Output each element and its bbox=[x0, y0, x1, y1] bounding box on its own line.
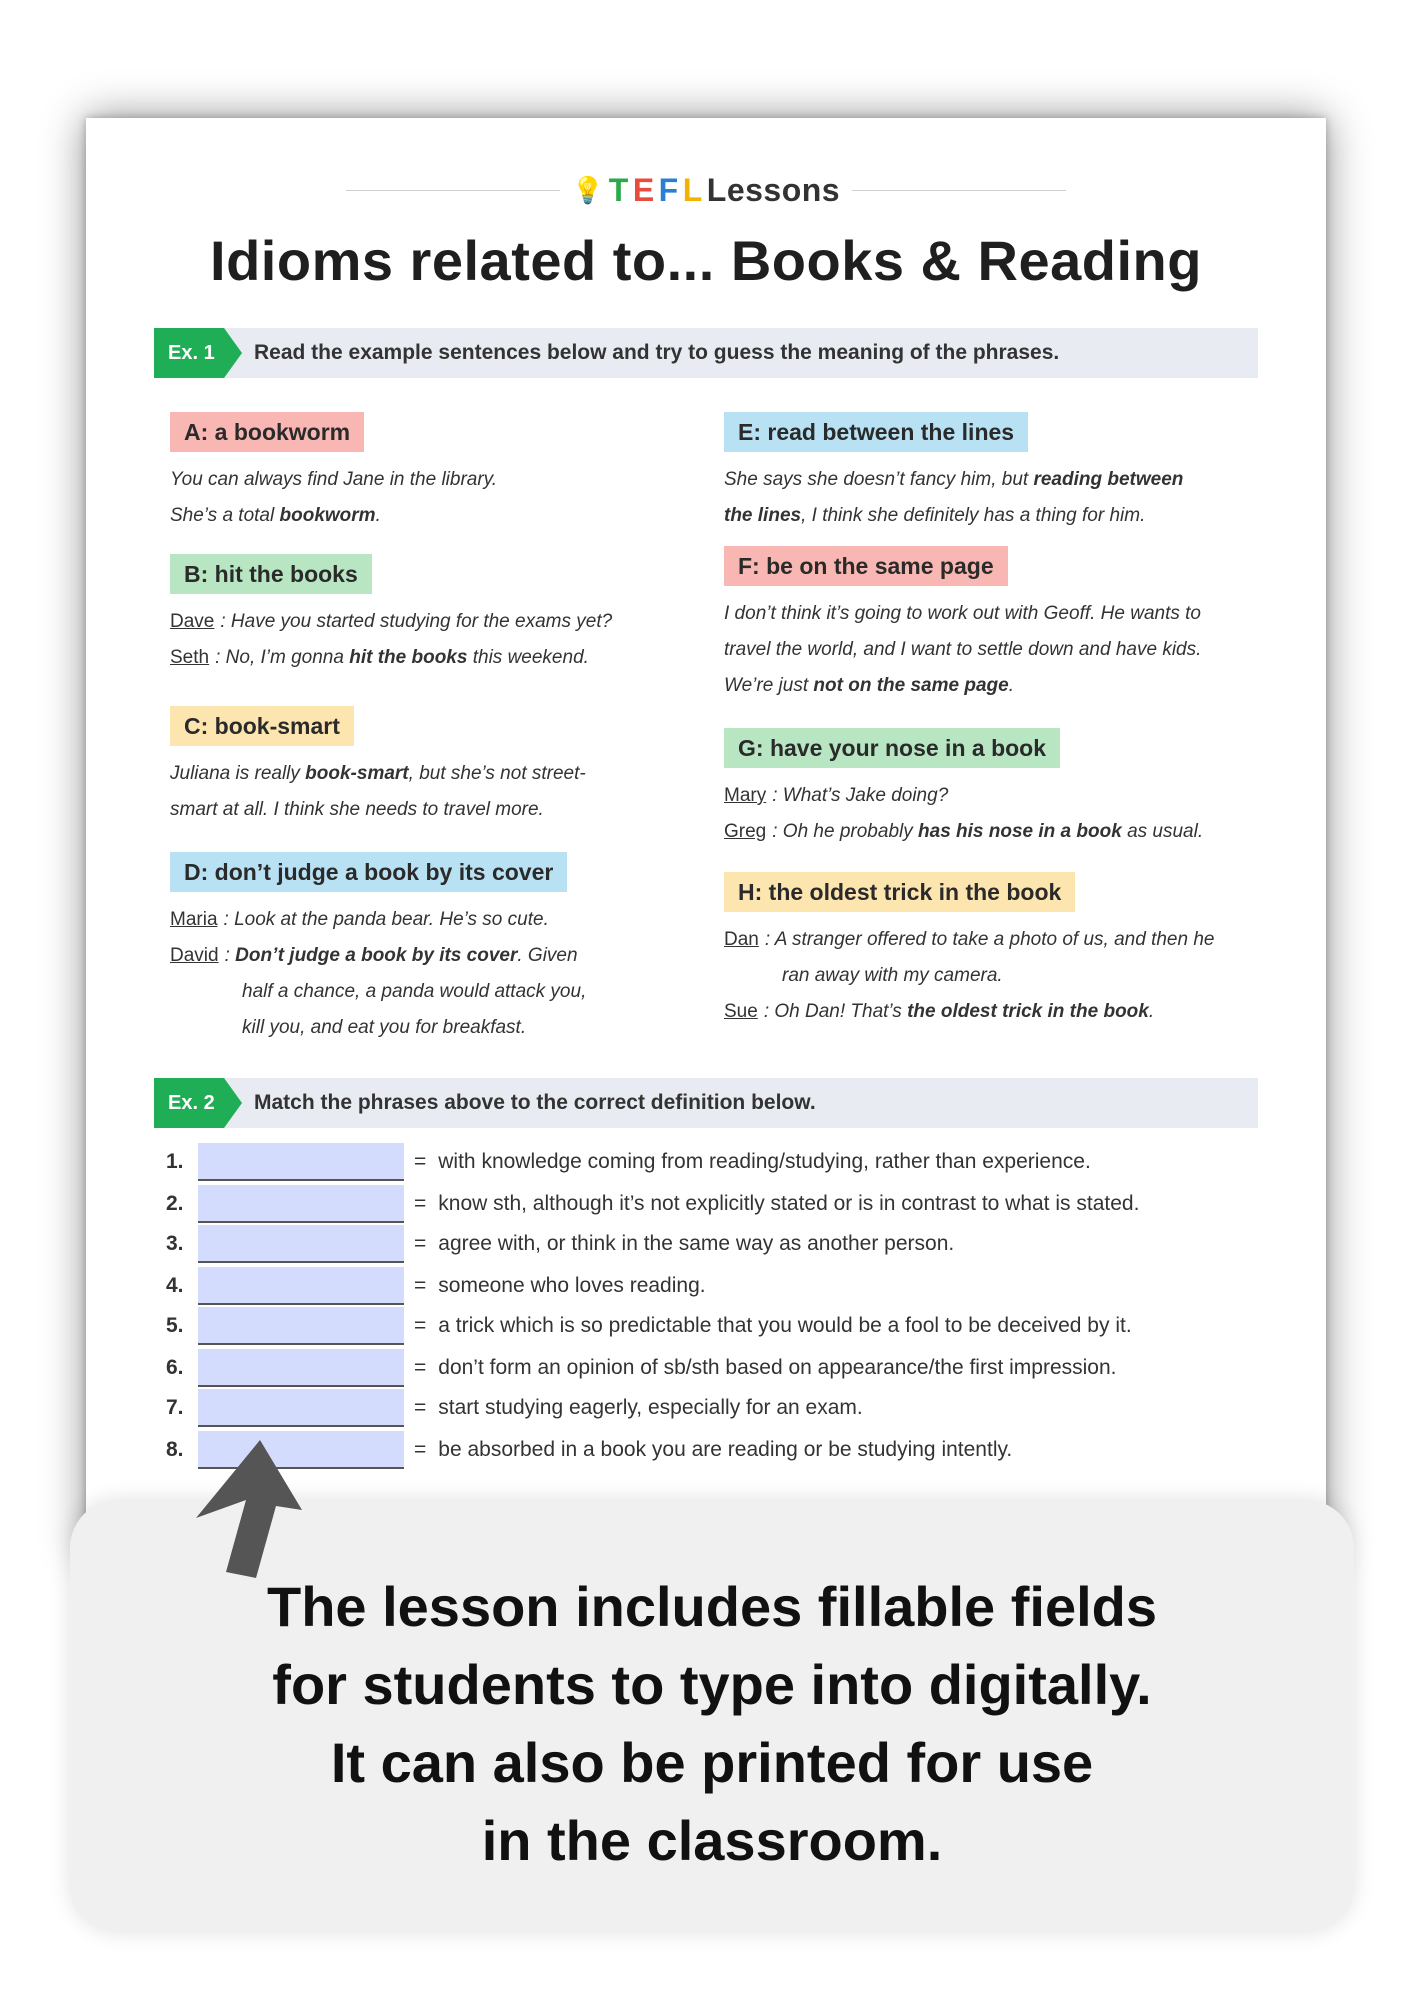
answer-field-5[interactable] bbox=[198, 1307, 404, 1345]
idiom-heading: H: the oldest trick in the book bbox=[724, 872, 1075, 912]
idiom-heading: A: a bookworm bbox=[170, 412, 364, 452]
example-line: travel the world, and I want to settle down and have kids. bbox=[724, 639, 1202, 660]
idiom-h bbox=[724, 872, 1214, 1030]
speaker-name: Dan bbox=[724, 929, 759, 950]
dialogue-line: half a chance, a panda would attack you, bbox=[242, 981, 587, 1002]
definition-text: someone who loves reading. bbox=[438, 1274, 706, 1297]
tefl-lessons-logo bbox=[560, 172, 852, 209]
idiom-heading: G: have your nose in a book bbox=[724, 728, 1060, 768]
speaker-name: Seth bbox=[170, 647, 210, 668]
answer-field-1[interactable] bbox=[198, 1143, 404, 1181]
example-line: the lines, I think she definitely has a thing for him. bbox=[724, 505, 1146, 526]
definition-row bbox=[166, 1142, 1091, 1182]
equals-sign: = bbox=[414, 1274, 427, 1297]
idiom-heading: F: be on the same page bbox=[724, 546, 1008, 586]
logo-row bbox=[346, 170, 1066, 210]
idiom-b bbox=[170, 554, 612, 676]
answer-field-6[interactable] bbox=[198, 1349, 404, 1387]
dialogue-line: Greg : Oh he probably has his nose in a book as usual. bbox=[724, 821, 1204, 842]
callout-line: The lesson includes fillable fields bbox=[266, 1575, 1157, 1638]
definition-text: start studying eagerly, especially for an exam. bbox=[438, 1396, 863, 1419]
definition-row bbox=[166, 1306, 1132, 1346]
definition-text: a trick which is so predictable that you would be a fool to be deceived by it. bbox=[438, 1314, 1132, 1337]
example-line: smart at all. I think she needs to travel more. bbox=[170, 799, 544, 820]
dialogue-line: Seth : No, I’m gonna hit the books this weekend. bbox=[170, 647, 589, 668]
example-line: We’re just not on the same page. bbox=[724, 675, 1014, 696]
equals-sign: = bbox=[414, 1192, 427, 1215]
dialogue-line: kill you, and eat you for breakfast. bbox=[242, 1017, 527, 1038]
definition-text: with knowledge coming from reading/studying, rather than experience. bbox=[438, 1150, 1091, 1173]
definition-row bbox=[166, 1266, 706, 1306]
callout-text bbox=[70, 1568, 1354, 1880]
speaker-name: Sue bbox=[724, 1001, 758, 1022]
exercise-tag: Ex. 2 bbox=[154, 1078, 224, 1128]
speaker-name: David bbox=[170, 945, 219, 966]
dialogue-line: Dave : Have you started studying for the exams yet? bbox=[170, 611, 613, 632]
idiom-f bbox=[724, 546, 1201, 704]
definition-row bbox=[166, 1388, 863, 1428]
dialogue-line: David : Don’t judge a book by its cover. Given bbox=[170, 945, 578, 966]
divider bbox=[852, 190, 1066, 191]
page-title: Idioms related to... Books & Reading bbox=[210, 229, 1202, 292]
answer-field-7[interactable] bbox=[198, 1389, 404, 1427]
worksheet bbox=[86, 118, 1326, 1558]
definition-text: be absorbed in a book you are reading or be studying intently. bbox=[438, 1438, 1013, 1461]
callout-line: It can also be printed for use bbox=[330, 1731, 1094, 1794]
idiom-g bbox=[724, 728, 1203, 850]
equals-sign: = bbox=[414, 1396, 427, 1419]
row-number: 8. bbox=[166, 1438, 184, 1461]
answer-field-2[interactable] bbox=[198, 1185, 404, 1223]
row-number: 6. bbox=[166, 1356, 184, 1379]
exercise-1-header bbox=[154, 328, 1258, 378]
lightbulb-icon: 💡 bbox=[571, 174, 605, 205]
equals-sign: = bbox=[414, 1314, 427, 1337]
row-number: 2. bbox=[166, 1192, 184, 1215]
divider bbox=[346, 190, 560, 191]
logo-letter-e: E bbox=[632, 171, 655, 208]
definition-text: don’t form an opinion of sb/sth based on appearance/the first impression. bbox=[438, 1356, 1117, 1379]
answer-field-3[interactable] bbox=[198, 1225, 404, 1263]
idiom-heading: C: book-smart bbox=[170, 706, 354, 746]
logo-letter-t: T bbox=[608, 171, 629, 208]
idiom-heading: B: hit the books bbox=[170, 554, 372, 594]
example-line: Juliana is really book-smart, but she’s not street- bbox=[170, 763, 586, 784]
callout-line: for students to type into digitally. bbox=[272, 1653, 1152, 1716]
row-number: 7. bbox=[166, 1396, 184, 1419]
definition-text: know sth, although it’s not explicitly stated or is in contrast to what is stated. bbox=[438, 1192, 1140, 1215]
row-number: 4. bbox=[166, 1274, 184, 1297]
definition-row bbox=[166, 1184, 1139, 1224]
example-line: She’s a total bookworm. bbox=[170, 505, 381, 526]
callout-line: in the classroom. bbox=[481, 1809, 943, 1872]
idiom-c bbox=[170, 706, 586, 828]
logo-letter-l: L bbox=[682, 171, 703, 208]
dialogue-line: Maria : Look at the panda bear. He’s so cute. bbox=[170, 909, 549, 930]
row-number: 5. bbox=[166, 1314, 184, 1337]
exercise-2-header bbox=[154, 1078, 1258, 1128]
definition-text: agree with, or think in the same way as another person. bbox=[438, 1232, 955, 1255]
row-number: 3. bbox=[166, 1232, 184, 1255]
idiom-heading: E: read between the lines bbox=[724, 412, 1028, 452]
speaker-name: Greg bbox=[724, 821, 767, 842]
equals-sign: = bbox=[414, 1356, 427, 1379]
logo-text: Lessons bbox=[706, 171, 841, 208]
idiom-e bbox=[724, 412, 1183, 534]
arrow-up-icon bbox=[190, 1432, 310, 1582]
row-number: 1. bbox=[166, 1150, 184, 1173]
dialogue-line: Mary : What’s Jake doing? bbox=[724, 785, 949, 806]
equals-sign: = bbox=[414, 1438, 427, 1461]
definition-row bbox=[166, 1348, 1117, 1388]
idiom-d bbox=[170, 852, 586, 1046]
answer-field-4[interactable] bbox=[198, 1267, 404, 1305]
dialogue-line: Sue : Oh Dan! That’s the oldest trick in the book. bbox=[724, 1001, 1155, 1022]
dialogue-line: Dan : A stranger offered to take a photo of us, and then he bbox=[724, 929, 1215, 950]
speaker-name: Maria bbox=[170, 909, 218, 930]
example-line: She says she doesn’t fancy him, but reading between bbox=[724, 469, 1184, 490]
idiom-heading: D: don’t judge a book by its cover bbox=[170, 852, 567, 892]
logo-letter-f: F bbox=[658, 171, 679, 208]
exercise-instruction: Match the phrases above to the correct definition below. bbox=[254, 1091, 816, 1114]
idiom-a bbox=[170, 412, 497, 534]
equals-sign: = bbox=[414, 1232, 427, 1255]
exercise-tag: Ex. 1 bbox=[154, 328, 224, 378]
dialogue-line: ran away with my camera. bbox=[782, 965, 1003, 986]
example-line: I don’t think it’s going to work out with Geoff. He wants to bbox=[724, 603, 1202, 624]
example-line: You can always find Jane in the library. bbox=[170, 469, 498, 490]
speaker-name: Mary bbox=[724, 785, 767, 806]
definition-row bbox=[166, 1224, 954, 1264]
speaker-name: Dave bbox=[170, 611, 215, 632]
exercise-instruction: Read the example sentences below and try to guess the meaning of the phrases. bbox=[254, 341, 1060, 364]
equals-sign: = bbox=[414, 1150, 427, 1173]
